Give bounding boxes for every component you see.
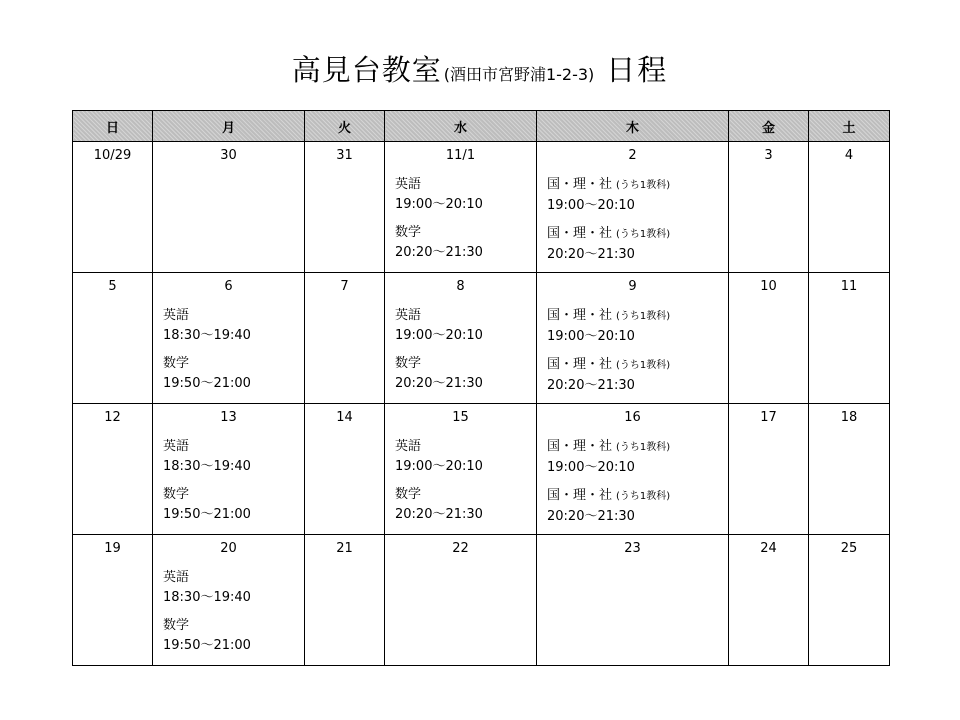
day-date: 14 xyxy=(336,410,353,425)
session-subject: 英語 xyxy=(395,308,422,323)
day-date: 31 xyxy=(336,148,353,163)
day-date: 19 xyxy=(104,541,121,556)
day-cell xyxy=(153,142,305,273)
day-cell xyxy=(809,273,890,404)
day-cell xyxy=(537,142,729,273)
class-session xyxy=(163,616,304,656)
session-subject: 英語 xyxy=(163,570,190,585)
session-note: (うち1教科) xyxy=(616,180,671,191)
session-subject-line xyxy=(163,568,304,588)
class-session xyxy=(395,437,536,477)
day-date: 25 xyxy=(840,541,858,556)
session-subject-line xyxy=(395,354,536,374)
day-date: 4 xyxy=(844,148,854,163)
schedule-label: 日程 xyxy=(606,53,669,87)
session-time: 19:00〜20:10 xyxy=(547,460,635,475)
session-subject-line xyxy=(547,437,728,458)
session-subject: 英語 xyxy=(163,308,190,323)
day-date: 8 xyxy=(456,279,465,294)
weekday-header: 金 xyxy=(729,111,809,142)
session-subject: 数学 xyxy=(163,487,190,502)
session-time: 19:00〜20:10 xyxy=(395,197,483,212)
session-time: 19:00〜20:10 xyxy=(395,328,483,343)
day-cell xyxy=(73,142,153,273)
session-subject-line xyxy=(163,485,304,505)
session-subject-line xyxy=(163,616,304,636)
day-date: 10/29 xyxy=(93,148,132,163)
session-subject: 数学 xyxy=(395,225,422,240)
weekday-header: 土 xyxy=(809,111,890,142)
day-date: 2 xyxy=(628,148,637,163)
session-subject-line xyxy=(395,223,536,243)
day-cell xyxy=(729,535,809,666)
session-time: 20:20〜21:30 xyxy=(395,245,483,260)
class-session xyxy=(395,354,536,394)
class-session xyxy=(163,485,304,525)
day-date: 5 xyxy=(108,279,117,294)
session-subject-line xyxy=(163,306,304,326)
day-cell xyxy=(385,142,537,273)
class-session xyxy=(395,175,536,215)
session-subject: 国・理・社 xyxy=(547,357,613,372)
session-subject: 数学 xyxy=(163,356,190,371)
session-time: 19:50〜21:00 xyxy=(163,507,251,522)
class-session xyxy=(547,224,728,265)
day-date: 6 xyxy=(224,279,233,294)
day-cell xyxy=(729,404,809,535)
session-note: (うち1教科) xyxy=(616,491,671,502)
day-cell xyxy=(153,535,305,666)
session-subject-line xyxy=(395,485,536,505)
classroom-location: (酒田市宮野浦1-2-3) xyxy=(443,65,595,84)
weekday-header: 月 xyxy=(153,111,305,142)
session-subject: 国・理・社 xyxy=(547,488,613,503)
session-subject-line xyxy=(547,486,728,507)
class-session xyxy=(547,355,728,396)
session-time: 20:20〜21:30 xyxy=(547,509,635,524)
class-session xyxy=(163,568,304,608)
session-subject-line xyxy=(547,306,728,327)
day-cell xyxy=(729,273,809,404)
day-cell xyxy=(729,142,809,273)
class-session xyxy=(395,306,536,346)
week-row xyxy=(73,404,890,535)
day-date: 24 xyxy=(760,541,777,556)
day-date: 20 xyxy=(220,541,237,556)
session-subject-line xyxy=(163,437,304,457)
day-date: 12 xyxy=(104,410,121,425)
day-date: 22 xyxy=(452,541,469,556)
session-subject-line xyxy=(547,355,728,376)
day-cell xyxy=(809,142,890,273)
classroom-name: 高見台教室 xyxy=(291,53,442,87)
day-date: 21 xyxy=(336,541,353,556)
week-row xyxy=(73,273,890,404)
session-subject: 数学 xyxy=(395,356,422,371)
day-cell xyxy=(73,535,153,666)
session-subject: 数学 xyxy=(163,618,190,633)
session-subject-line xyxy=(163,354,304,374)
day-cell xyxy=(153,404,305,535)
session-time: 18:30〜19:40 xyxy=(163,459,251,474)
class-session xyxy=(547,486,728,527)
weekday-header-row xyxy=(73,111,890,142)
session-time: 18:30〜19:40 xyxy=(163,328,251,343)
day-cell xyxy=(305,535,385,666)
session-time: 19:00〜20:10 xyxy=(547,198,635,213)
session-subject: 国・理・社 xyxy=(547,226,613,241)
class-session xyxy=(547,306,728,347)
session-subject: 数学 xyxy=(395,487,422,502)
week-row xyxy=(73,142,890,273)
session-note: (うち1教科) xyxy=(616,311,671,322)
day-cell xyxy=(537,273,729,404)
day-date: 18 xyxy=(840,410,858,425)
day-cell xyxy=(385,404,537,535)
session-subject: 英語 xyxy=(395,439,422,454)
page-title xyxy=(0,48,960,92)
day-date: 15 xyxy=(452,410,469,425)
class-session xyxy=(163,306,304,346)
session-time: 19:00〜20:10 xyxy=(395,459,483,474)
day-cell xyxy=(385,273,537,404)
schedule-calendar xyxy=(72,110,890,666)
day-cell xyxy=(809,535,890,666)
day-date: 11 xyxy=(840,279,858,294)
day-date: 9 xyxy=(628,279,637,294)
day-date: 7 xyxy=(340,279,349,294)
session-subject: 国・理・社 xyxy=(547,308,613,323)
day-cell xyxy=(537,535,729,666)
session-time: 20:20〜21:30 xyxy=(395,376,483,391)
day-cell xyxy=(73,273,153,404)
day-cell xyxy=(73,404,153,535)
session-subject: 英語 xyxy=(395,177,422,192)
day-date: 11/1 xyxy=(445,148,476,163)
calendar-body xyxy=(73,142,890,666)
class-session xyxy=(547,437,728,478)
class-session xyxy=(395,485,536,525)
day-cell xyxy=(537,404,729,535)
day-date: 23 xyxy=(624,541,641,556)
day-cell xyxy=(153,273,305,404)
day-date: 13 xyxy=(220,410,237,425)
session-subject: 英語 xyxy=(163,439,190,454)
session-time: 19:50〜21:00 xyxy=(163,376,251,391)
session-time: 18:30〜19:40 xyxy=(163,590,251,605)
day-date: 16 xyxy=(624,410,641,425)
day-date: 30 xyxy=(220,148,237,163)
weekday-header: 水 xyxy=(385,111,537,142)
session-subject-line xyxy=(395,306,536,326)
class-session xyxy=(547,175,728,216)
session-subject: 国・理・社 xyxy=(547,439,613,454)
session-subject-line xyxy=(395,437,536,457)
day-cell xyxy=(809,404,890,535)
session-note: (うち1教科) xyxy=(616,360,671,371)
session-time: 20:20〜21:30 xyxy=(547,378,635,393)
day-cell xyxy=(385,535,537,666)
weekday-header: 木 xyxy=(537,111,729,142)
day-date: 17 xyxy=(760,410,777,425)
week-row xyxy=(73,535,890,666)
session-note: (うち1教科) xyxy=(616,442,671,453)
day-cell xyxy=(305,273,385,404)
class-session xyxy=(163,354,304,394)
session-note: (うち1教科) xyxy=(616,229,671,240)
session-subject-line xyxy=(395,175,536,195)
class-session xyxy=(395,223,536,263)
session-subject-line xyxy=(547,175,728,196)
session-time: 19:50〜21:00 xyxy=(163,638,251,653)
session-time: 19:00〜20:10 xyxy=(547,329,635,344)
day-cell xyxy=(305,142,385,273)
weekday-header: 日 xyxy=(73,111,153,142)
day-date: 10 xyxy=(760,279,777,294)
session-time: 20:20〜21:30 xyxy=(395,507,483,522)
day-date: 3 xyxy=(764,148,773,163)
session-time: 20:20〜21:30 xyxy=(547,247,635,262)
session-subject-line xyxy=(547,224,728,245)
weekday-header: 火 xyxy=(305,111,385,142)
class-session xyxy=(163,437,304,477)
day-cell xyxy=(305,404,385,535)
session-subject: 国・理・社 xyxy=(547,177,613,192)
